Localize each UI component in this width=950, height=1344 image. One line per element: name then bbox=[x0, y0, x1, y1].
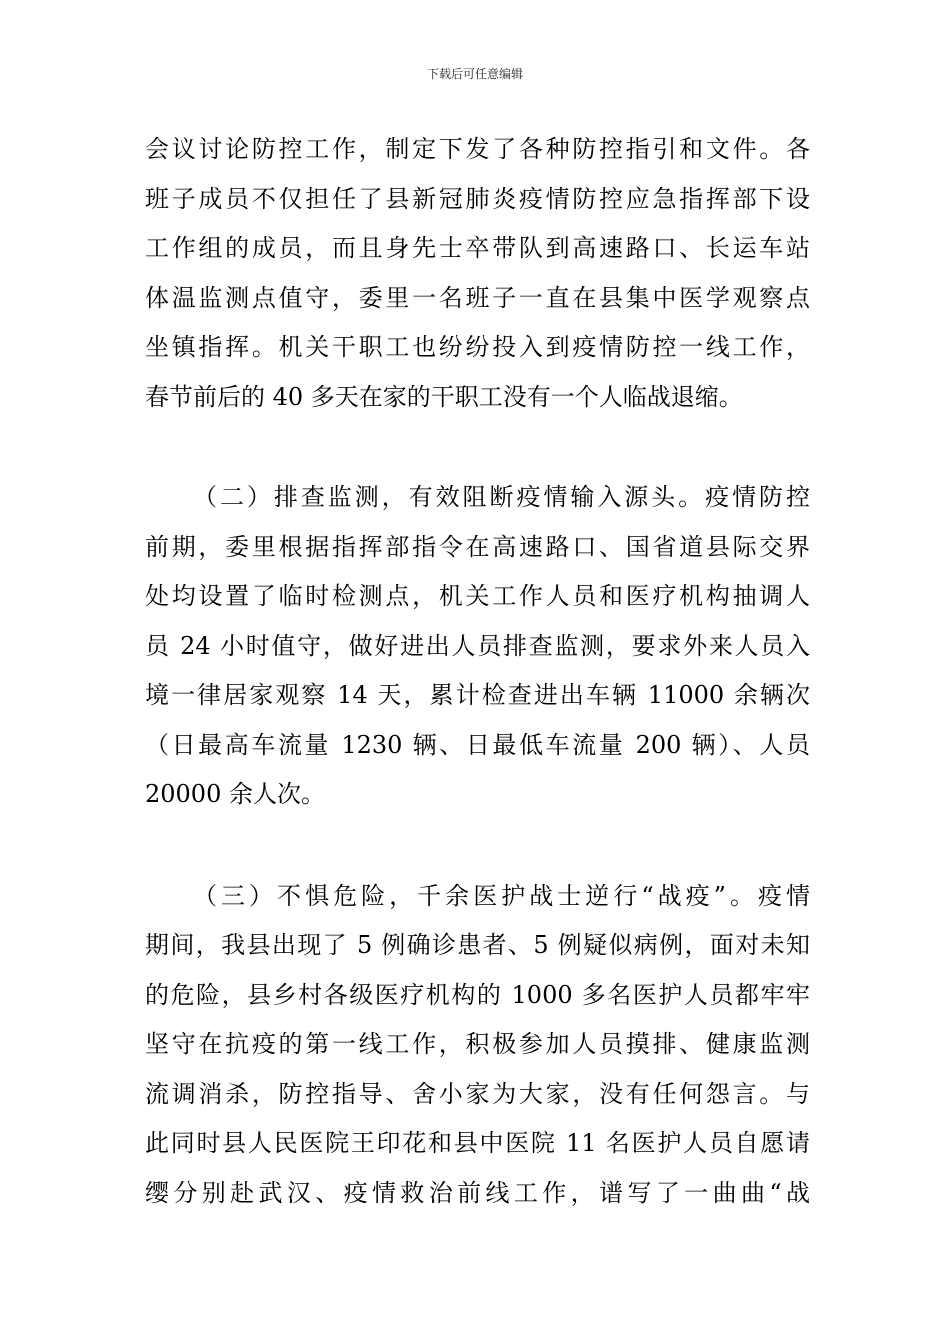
paragraph-1-line-3: 工作组的成员，而且身先士卒带队到高速路口、长运车站 bbox=[145, 234, 810, 262]
paragraph-1-line-6: 春节前后的 40 多天在家的干职工没有一个人临战退缩。 bbox=[145, 383, 743, 411]
paragraph-1-line-4: 体温监测点值守，委里一名班子一直在县集中医学观察点 bbox=[145, 284, 810, 312]
paragraph-1-line-2: 班子成员不仅担任了县新冠肺炎疫情防控应急指挥部下设 bbox=[145, 185, 810, 213]
paragraph-1-line-5: 坐镇指挥。机关干职工也纷纷投入到疫情防控一线工作， bbox=[145, 333, 810, 361]
paragraph-2-line-1: （二）排查监测，有效阻断疫情输入源头。疫情防控 bbox=[193, 483, 810, 511]
paragraph-2-line-3: 处均设置了临时检测点，机关工作人员和医疗机构抽调人 bbox=[145, 582, 810, 610]
paragraph-2-line-4: 员 24 小时值守，做好进出人员排查监测，要求外来人员入 bbox=[145, 632, 810, 660]
paragraph-3-line-7: 缨分别赴武汉、疫情救治前线工作，谱写了一曲曲“战 bbox=[145, 1179, 810, 1207]
paragraph-2-line-2: 前期，委里根据指挥部指令在高速路口、国省道县际交界 bbox=[145, 533, 810, 561]
paragraph-3-line-5: 流调消杀，防控指导、舍小家为大家，没有任何怨言。与 bbox=[145, 1080, 810, 1108]
page-header: 下载后可任意编辑 bbox=[426, 67, 523, 81]
paragraph-2-line-5: 境一律居家观察 14 天，累计检查进出车辆 11000 余辆次 bbox=[145, 681, 810, 709]
paragraph-3-line-3: 的危险，县乡村各级医疗机构的 1000 多名医护人员都牢牢 bbox=[145, 981, 810, 1009]
paragraph-3-line-4: 坚守在抗疫的第一线工作，积极参加人员摸排、健康监测 bbox=[145, 1030, 810, 1058]
paragraph-3-line-1: （三）不惧危险，千余医护战士逆行“战疫”。疫情 bbox=[193, 882, 810, 910]
paragraph-1-line-1: 会议讨论防控工作，制定下发了各种防控指引和文件。各 bbox=[145, 135, 810, 163]
paragraph-3-line-6: 此同时县人民医院王印花和县中医院 11 名医护人员自愿请 bbox=[145, 1129, 810, 1157]
paragraph-3-line-2: 期间，我县出现了 5 例确诊患者、5 例疑似病例，面对未知 bbox=[145, 931, 810, 959]
paragraph-2-line-6: （日最高车流量 1230 辆、日最低车流量 200 辆）、人员 bbox=[145, 731, 810, 759]
paragraph-2-line-7: 20000 余人次。 bbox=[145, 780, 325, 808]
